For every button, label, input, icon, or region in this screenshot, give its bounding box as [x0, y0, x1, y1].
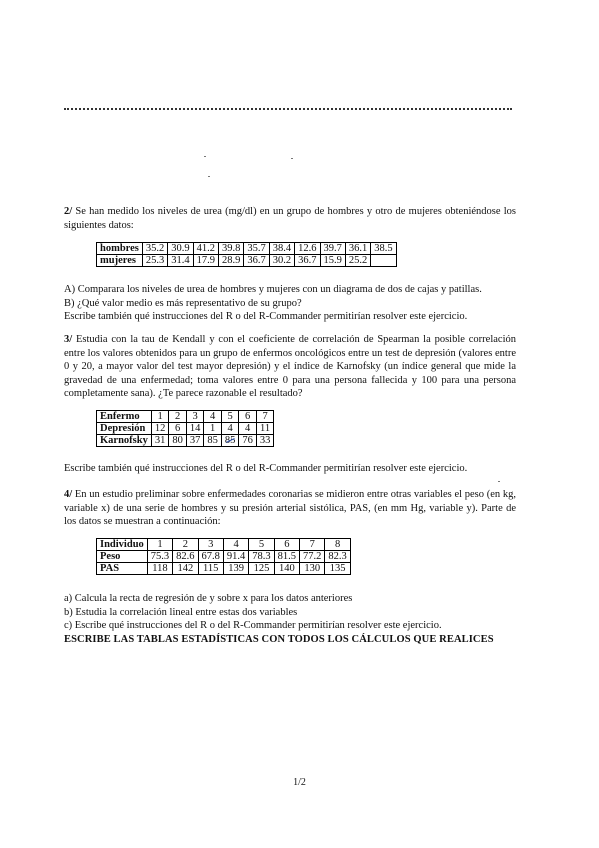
question-4-intro [64, 488, 516, 529]
dotted-separator [64, 108, 512, 110]
table-cell: 12.6 [295, 243, 320, 255]
table-cell: 1 [151, 411, 169, 423]
question-4-item-c: c) Escribe qué instrucciones del R o del R-Commander permitirían resolver este ejercicio. [64, 620, 442, 631]
table-cell: 25.3 [142, 255, 167, 267]
question-4-number: 4/ [64, 489, 73, 500]
question-2-intro [64, 205, 516, 232]
table-cell: 67.8 [198, 551, 223, 563]
question-2-item-c: Escribe también qué instrucciones del R o del R-Commander permitirían resolver este ejercicio. [64, 311, 468, 322]
table-cell: 1 [204, 423, 222, 435]
table-cell: 3 [198, 539, 223, 551]
table-cell: 8 [325, 539, 350, 551]
question-3-text: Estudia con la tau de Kendall y con el coeficiente de correlación de Spearman la posible correlación entre los valores obtenidos para un grupo de enfermos oncológicos entre un test de depresión (valores entre 0 y 20, a mayor valor del test mayor depresión) y el índice de Karnofsky (un índice general que mide la gravedad de una enfermedad; toma valores entre 0 para una persona fallecida y 100 para una persona completamente sana). ¿Te parece razonable el resultado? [64, 334, 516, 399]
question-2-text: Se han medido los niveles de urea (mg/dl) en un grupo de hombres y otro de mujeres obteniéndose los siguientes datos: [64, 206, 516, 231]
table-row [97, 551, 351, 563]
row-label: Depresión [97, 423, 152, 435]
question-3-item-c: Escribe también qué instrucciones del R o del R-Commander permitirían resolver este ejercicio. [64, 463, 468, 474]
question-2-items [64, 283, 516, 324]
peso-pas-table [96, 538, 351, 575]
table-cell: 28.9 [219, 255, 244, 267]
table-cell: 36.1 [345, 243, 370, 255]
page-number: 1/2 [293, 777, 306, 788]
table-cell: 12 [151, 423, 169, 435]
table-row [97, 563, 351, 575]
table-cell: 25.2 [345, 255, 370, 267]
table-cell: 5 [221, 411, 239, 423]
header-label: Individuo [97, 539, 148, 551]
question-4-item-b: b) Estudia la correlación lineal entre estas dos variables [64, 606, 298, 618]
table-cell: 4 [221, 423, 239, 435]
question-4-items [64, 592, 516, 646]
table-cell: 91.4 [223, 551, 248, 563]
table-cell: 31.4 [168, 255, 193, 267]
table-cell: 6 [239, 411, 257, 423]
question-2-item-b: B) ¿Qué valor medio es más representativo de su grupo? [64, 297, 302, 309]
table-cell: 78.3 [249, 551, 274, 563]
row-label: Karnofsky [97, 435, 152, 447]
table-cell: 82.6 [173, 551, 198, 563]
question-4-note: ESCRIBE LAS TABLAS ESTADÍSTICAS CON TODOS LOS CÁLCULOS QUE REALICES [64, 633, 494, 645]
header-label: Enfermo [97, 411, 152, 423]
table-cell: 75.3 [147, 551, 172, 563]
table-cell: 2 [173, 539, 198, 551]
table-cell: 2 [169, 411, 187, 423]
question-3-intro [64, 333, 516, 401]
table-row [97, 435, 274, 447]
question-3-instructions [64, 462, 516, 476]
table-cell: 35.7 [244, 243, 269, 255]
table-cell: 125 [249, 563, 274, 575]
table-cell: 130 [300, 563, 325, 575]
question-4-item-a: a) Calcula la recta de regresión de y sobre x para los datos anteriores [64, 593, 353, 604]
table-cell: 7 [256, 411, 274, 423]
table-cell: 7 [300, 539, 325, 551]
table-cell: 14 [186, 423, 204, 435]
table-header-row [97, 411, 274, 423]
table-cell: 11 [256, 423, 274, 435]
table-cell: 30.9 [168, 243, 193, 255]
table-cell: 35.2 [142, 243, 167, 255]
depression-karnofsky-table [96, 410, 274, 447]
table-cell: 4 [239, 423, 257, 435]
table-cell: 4 [223, 539, 248, 551]
question-3-number: 3/ [64, 334, 73, 345]
table-cell: 30.2 [269, 255, 294, 267]
table-cell: 37 [186, 435, 204, 447]
row-label: Peso [97, 551, 148, 563]
question-2-number: 2/ [64, 206, 73, 217]
table-cell: 6 [169, 423, 187, 435]
table-cell: 6 [274, 539, 299, 551]
table-cell: 15.9 [320, 255, 345, 267]
table-cell: 3 [186, 411, 204, 423]
row-label: mujeres [97, 255, 143, 267]
question-4-text: En un estudio preliminar sobre enfermedades coronarias se midieron entre otras variables el peso (en kg, variable x) de una serie de hombres y su presión arterial sistólica, PAS, (en mm Hg, variable y). Parte de los datos se muestran a continuación: [64, 489, 516, 527]
table-cell: 39.8 [219, 243, 244, 255]
table-cell: 85 [204, 435, 222, 447]
handwritten-correction: 85 [224, 435, 236, 446]
table-cell: 76 [239, 435, 257, 447]
table-cell: 80 [169, 435, 187, 447]
table-cell: 31 [151, 435, 169, 447]
table-row [97, 243, 397, 255]
table-cell: 41.2 [193, 243, 218, 255]
question-2-item-a: A) Comparara los niveles de urea de hombres y mujeres con un diagrama de dos de cajas y patillas. [64, 284, 482, 295]
row-label: hombres [97, 243, 143, 255]
table-cell: 135 [325, 563, 350, 575]
table-cell: 139 [223, 563, 248, 575]
table-cell [371, 255, 396, 267]
table-cell: 39.7 [320, 243, 345, 255]
table-cell: 82.3 [325, 551, 350, 563]
table-cell: 36.7 [244, 255, 269, 267]
table-cell: 17.9 [193, 255, 218, 267]
table-cell: 5 [249, 539, 274, 551]
table-cell: 118 [147, 563, 172, 575]
row-label: PAS [97, 563, 148, 575]
table-row [97, 255, 397, 267]
table-cell: 1 [147, 539, 172, 551]
table-cell: 142 [173, 563, 198, 575]
table-cell: 38.5 [371, 243, 396, 255]
table-cell: 115 [198, 563, 223, 575]
urea-table [96, 242, 397, 267]
table-header-row [97, 539, 351, 551]
table-cell: 4 [204, 411, 222, 423]
table-cell [221, 435, 239, 447]
table-cell: 38.4 [269, 243, 294, 255]
table-row [97, 423, 274, 435]
table-cell: 140 [274, 563, 299, 575]
table-cell: 36.7 [295, 255, 320, 267]
table-cell: 77.2 [300, 551, 325, 563]
table-cell: 81.5 [274, 551, 299, 563]
table-cell: 33 [256, 435, 274, 447]
